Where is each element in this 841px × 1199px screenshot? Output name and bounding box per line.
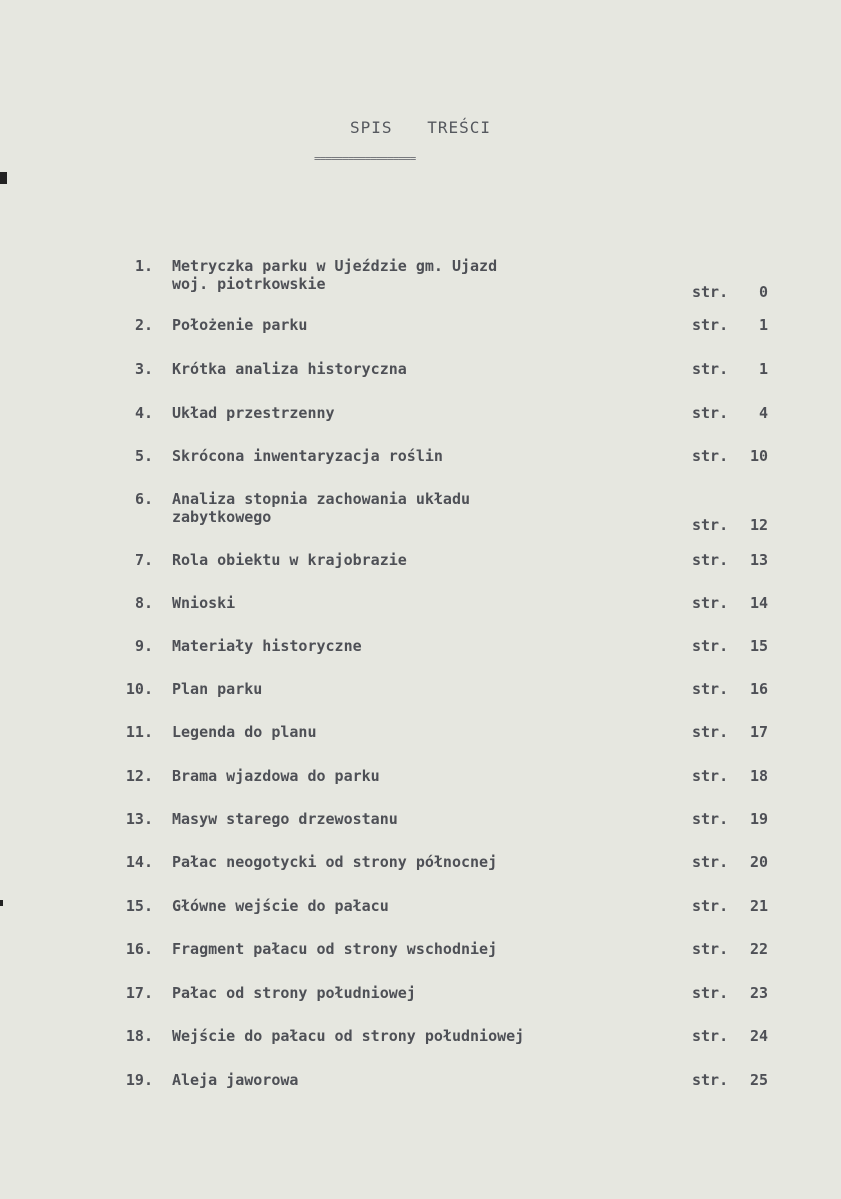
toc-entry-title: Materiały historyczne xyxy=(172,637,362,655)
toc-entry-page-number: 1 xyxy=(758,316,768,334)
toc-entry-number: 9. xyxy=(134,637,153,655)
toc-entry-title: Wnioski xyxy=(172,594,236,612)
toc-entry-title: Pałac od strony południowej xyxy=(172,984,416,1002)
toc-entry-title: Wejście do pałacu od strony południowej xyxy=(172,1027,525,1045)
toc-entry-title: Układ przestrzenny xyxy=(172,404,335,422)
toc-entry-number: 6. xyxy=(134,490,153,508)
toc-entry-page-label: str. xyxy=(692,637,729,655)
toc-entry-title: Główne wejście do pałacu xyxy=(172,897,389,915)
toc-entry-number: 7. xyxy=(134,551,153,569)
toc-entry-title: Rola obiektu w krajobrazie xyxy=(172,551,407,569)
toc-entry-title: Fragment pałacu od strony wschodniej xyxy=(172,940,498,958)
toc-entry-title: Masyw starego drzewostanu xyxy=(172,810,398,828)
title-word-1: SPIS xyxy=(350,118,393,137)
toc-entry-number: 14. xyxy=(125,853,153,871)
toc-entry-page-label: str. xyxy=(692,316,729,334)
toc-entry-page-number: 23 xyxy=(749,984,768,1002)
toc-entry-title: Skrócona inwentaryzacja roślin xyxy=(172,447,443,465)
toc-entry-number: 18. xyxy=(125,1027,153,1045)
toc-entry-page-number: 21 xyxy=(749,897,768,915)
toc-entry-page-number: 10 xyxy=(749,447,768,465)
toc-entry-title: Położenie parku xyxy=(172,316,308,334)
toc-entry-number: 11. xyxy=(125,723,153,741)
toc-entry-title: woj. piotrkowskie xyxy=(172,275,326,293)
toc-entry-title: Krótka analiza historyczna xyxy=(172,360,407,378)
toc-entry-number: 2. xyxy=(134,316,153,334)
toc-entry-page-number: 24 xyxy=(749,1027,768,1045)
toc-entry-page-label: str. xyxy=(692,853,729,871)
toc-entry-page-label: str. xyxy=(692,810,729,828)
toc-entry-title: zabytkowego xyxy=(172,508,272,526)
toc-entry-page-label: str. xyxy=(692,1027,729,1045)
toc-entry-title: Pałac neogotycki od strony północnej xyxy=(172,853,498,871)
toc-entry-page-number: 20 xyxy=(749,853,768,871)
scan-edge-mark xyxy=(0,900,3,906)
toc-entry-number: 13. xyxy=(125,810,153,828)
toc-entry-title: Analiza stopnia zachowania układu xyxy=(172,490,471,508)
toc-entry-number: 1. xyxy=(134,257,153,275)
toc-entry-number: 5. xyxy=(134,447,153,465)
toc-entry-number: 4. xyxy=(134,404,153,422)
title-word-2: TREŚCI xyxy=(427,118,491,137)
toc-entry-page-number: 12 xyxy=(749,516,768,534)
toc-entry-number: 19. xyxy=(125,1071,153,1089)
toc-entry-number: 8. xyxy=(134,594,153,612)
toc-entry-number: 3. xyxy=(134,360,153,378)
toc-entry-page-label: str. xyxy=(692,516,729,534)
toc-entry-page-number: 25 xyxy=(749,1071,768,1089)
toc-entry-page-label: str. xyxy=(692,767,729,785)
toc-entry-page-label: str. xyxy=(692,447,729,465)
toc-entry-page-label: str. xyxy=(692,360,729,378)
toc-entry-page-number: 22 xyxy=(749,940,768,958)
toc-entry-page-number: 17 xyxy=(749,723,768,741)
toc-entry-title: Aleja jaworowa xyxy=(172,1071,299,1089)
toc-entry-title: Metryczka parku w Ujeździe gm. Ujazd xyxy=(172,257,498,275)
toc-entry-page-number: 1 xyxy=(758,360,768,378)
toc-entry-page-label: str. xyxy=(692,723,729,741)
toc-entry-page-number: 0 xyxy=(758,283,768,301)
toc-entry-title: Brama wjazdowa do parku xyxy=(172,767,380,785)
toc-entry-page-label: str. xyxy=(692,940,729,958)
toc-entry-page-number: 14 xyxy=(749,594,768,612)
toc-entry-page-label: str. xyxy=(692,984,729,1002)
toc-entry-number: 15. xyxy=(125,897,153,915)
toc-entry-number: 16. xyxy=(125,940,153,958)
toc-entry-page-label: str. xyxy=(692,404,729,422)
toc-entry-page-label: str. xyxy=(692,551,729,569)
scan-edge-mark xyxy=(0,172,7,184)
toc-entry-page-number: 4 xyxy=(758,404,768,422)
toc-entry-page-number: 18 xyxy=(749,767,768,785)
toc-entry-page-label: str. xyxy=(692,283,729,301)
page-title xyxy=(0,118,841,137)
toc-entry-number: 17. xyxy=(125,984,153,1002)
title-underline: ================== xyxy=(314,152,416,162)
toc-entry-number: 10. xyxy=(125,680,153,698)
toc-entry-page-label: str. xyxy=(692,680,729,698)
toc-entry-number: 12. xyxy=(125,767,153,785)
toc-entry-page-label: str. xyxy=(692,897,729,915)
toc-entry-page-label: str. xyxy=(692,594,729,612)
toc-entry-page-number: 15 xyxy=(749,637,768,655)
toc-entry-title: Plan parku xyxy=(172,680,263,698)
toc-entry-title: Legenda do planu xyxy=(172,723,317,741)
toc-entry-page-number: 13 xyxy=(749,551,768,569)
toc-entry-page-number: 16 xyxy=(749,680,768,698)
toc-entry-page-number: 19 xyxy=(749,810,768,828)
toc-entry-page-label: str. xyxy=(692,1071,729,1089)
